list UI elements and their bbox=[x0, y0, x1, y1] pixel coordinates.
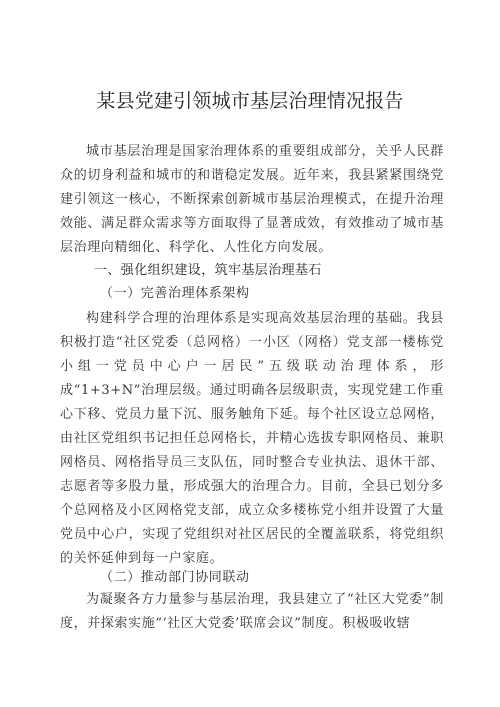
body-paragraph: 为凝聚各方力量参与基层治理，我县建立了“社区大党委”制度，并探索实施“‘社区大党委’联席会议”制度。积极吸收辖 bbox=[60, 592, 444, 631]
section-heading: 一、强化组织建设，筑牢基层治理基石 bbox=[94, 263, 322, 278]
body-paragraph: 构建科学合理的治理体系是实现高效基层治理的基础。我县积极打造“社区党委（总网格）一小区（网格）党支部一楼栋党小组一党员中心户一居民”五级联动治理体系，形成“1+3+N”治理层级。通过明确各层级职责，实现党建工作重心下移、党员力量下沉、服务触角下延。每个社区设立总网格，由社区党组织书记担任总网格长，并精心选拔专职网格员、兼职网格员、网格指导员三支队伍，同时整合专业执法、退休干部、志愿者等多股力量，形成强大的治理合力。目前，全县已划分多个总网格及小区网格党支部，成立众多楼栋党小组并设置了大量党员中心户，实现了党组织对社区居民的全覆盖联系，将党组织的关怀延伸到每一户家庭。 bbox=[60, 311, 444, 566]
document-title: 某县党建引领城市基层治理情况报告 bbox=[96, 90, 404, 112]
intro-paragraph: 城市基层治理是国家治理体系的重要组成部分，关乎人民群众的切身利益和城市的和谐稳定发展。近年来，我县紧紧围绕党建引领这一核心，不断探索创新城市基层治理模式，在提升治理效能、满足群众需求等方面取得了显著成效，有效推动了城市基层治理向精细化、科学化、人性化方向发展。 bbox=[60, 144, 444, 255]
subsection-heading: （二）推动部门协同联动 bbox=[100, 570, 250, 585]
subsection-heading: （一）完善治理体系架构 bbox=[100, 286, 250, 301]
